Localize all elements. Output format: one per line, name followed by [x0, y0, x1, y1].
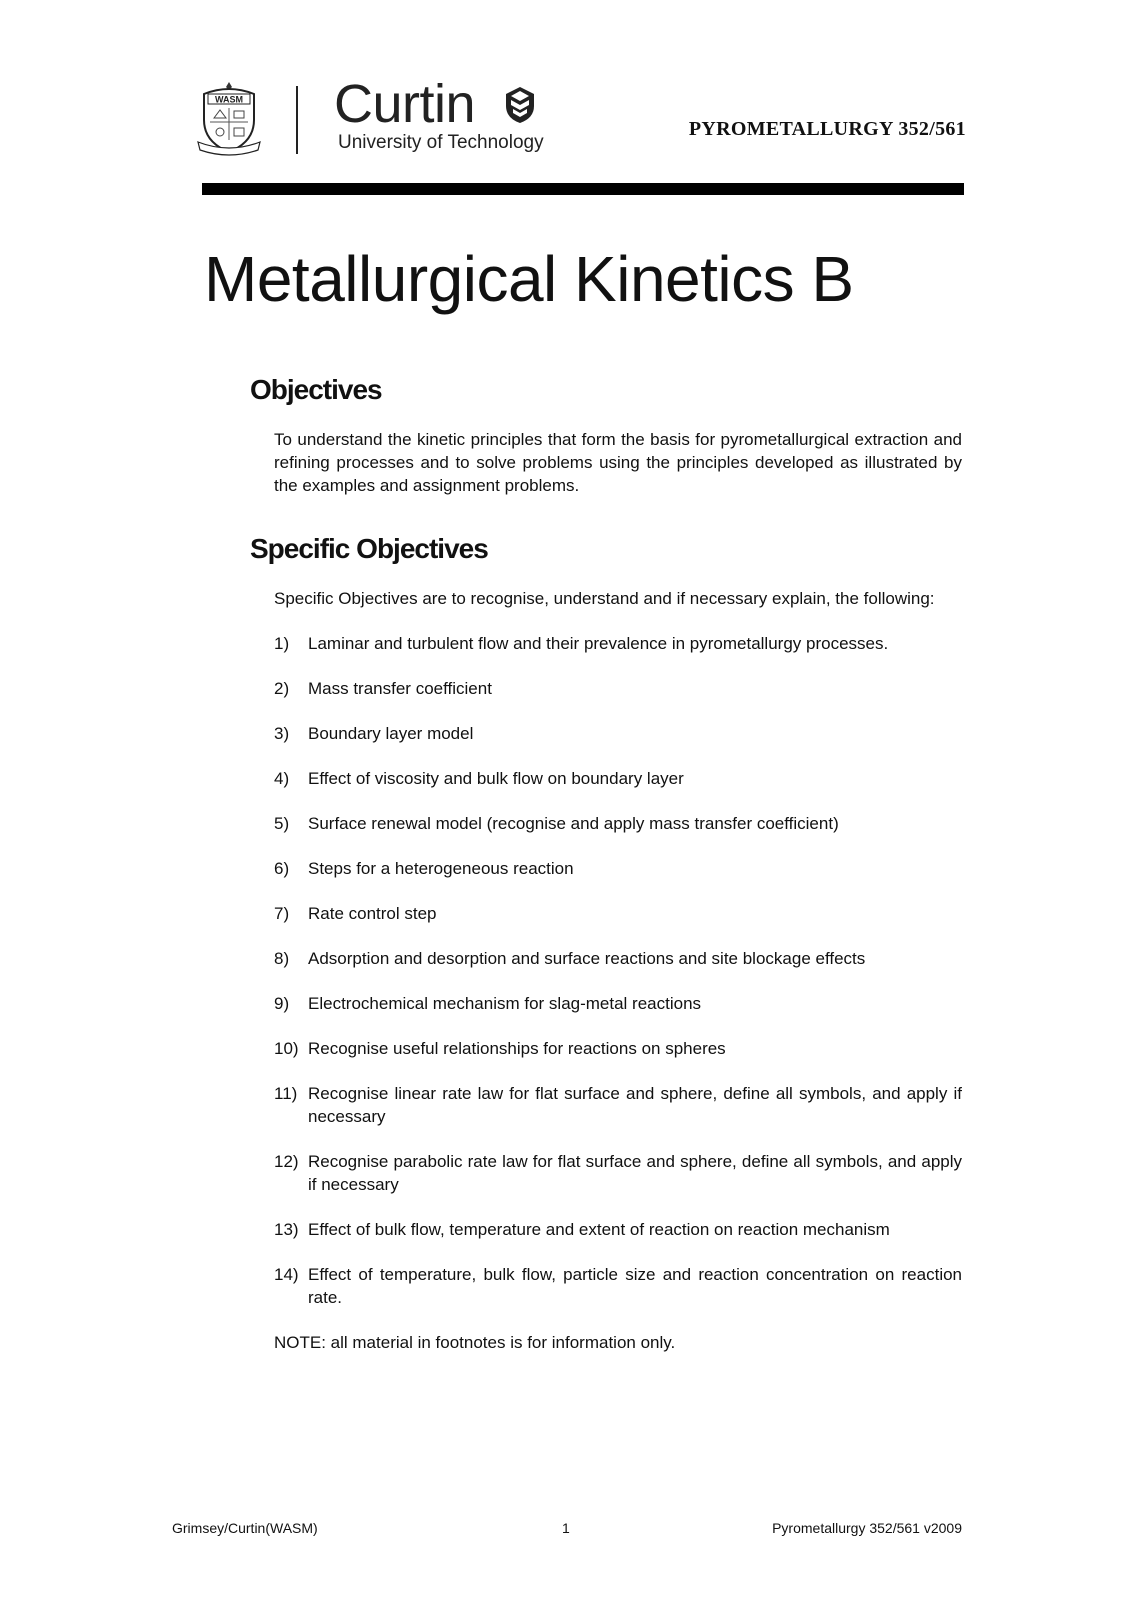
item-text: Electrochemical mechanism for slag-metal reactions — [308, 994, 702, 1013]
svg-text:WASM: WASM — [215, 94, 243, 105]
item-text: Rate control step — [308, 904, 437, 923]
item-number: 11) — [274, 1084, 298, 1103]
list-item — [274, 677, 962, 700]
curtin-logo-wordmark: Curtin — [334, 74, 476, 134]
specific-objectives-heading: Specific Objectives — [250, 533, 488, 564]
item-number: 13) — [274, 1220, 299, 1239]
item-number: 9) — [274, 994, 290, 1013]
list-item — [274, 1218, 962, 1241]
item-text: Effect of temperature, bulk flow, particle size and reaction concentration on reaction rate. — [308, 1265, 962, 1307]
list-item — [274, 767, 962, 790]
item-text: Boundary layer model — [308, 724, 474, 743]
item-text: Recognise parabolic rate law for flat surface and sphere, define all symbols, and apply if necessary — [308, 1152, 962, 1194]
objectives-list — [274, 632, 962, 1309]
item-number: 14) — [274, 1265, 299, 1284]
page-footer — [172, 1520, 962, 1542]
item-text: Recognise useful relationships for reactions on spheres — [308, 1039, 726, 1058]
logo-divider — [296, 86, 298, 154]
list-item — [274, 857, 962, 880]
list-item — [274, 1037, 962, 1060]
item-number: 1) — [274, 634, 290, 653]
item-text: Surface renewal model (recognise and apply mass transfer coefficient) — [308, 814, 839, 833]
wasm-crest-logo — [196, 80, 262, 156]
item-number: 2) — [274, 679, 290, 698]
course-code: PYROMETALLURGY 352/561 — [688, 118, 966, 140]
item-number: 3) — [274, 724, 290, 743]
curtin-logo-subtitle: University of Technology — [338, 132, 544, 153]
item-text: Effect of bulk flow, temperature and extent of reaction on reaction mechanism — [308, 1220, 890, 1239]
list-item — [274, 902, 962, 925]
item-number: 12) — [274, 1152, 299, 1171]
item-number: 7) — [274, 904, 290, 923]
page-title: Metallurgical Kinetics B — [204, 243, 854, 315]
item-number: 10) — [274, 1039, 299, 1058]
list-item — [274, 722, 962, 745]
list-item — [274, 632, 962, 655]
item-text: Effect of viscosity and bulk flow on boundary layer — [308, 769, 684, 788]
footer-author: Grimsey/Curtin(WASM) — [172, 1520, 318, 1536]
item-number: 5) — [274, 814, 290, 833]
list-item — [274, 812, 962, 835]
list-item — [274, 1263, 962, 1309]
header-rule — [202, 183, 964, 195]
specific-objectives-intro: Specific Objectives are to recognise, understand and if necessary explain, the following: — [274, 589, 935, 608]
item-text: Laminar and turbulent flow and their prevalence in pyrometallurgy processes. — [308, 634, 889, 653]
list-item — [274, 992, 962, 1015]
item-text: Mass transfer coefficient — [308, 679, 492, 698]
objectives-heading: Objectives — [250, 374, 382, 405]
item-text: Steps for a heterogeneous reaction — [308, 859, 574, 878]
item-number: 6) — [274, 859, 290, 878]
item-text: Recognise linear rate law for flat surface and sphere, define all symbols, and apply if necessary — [308, 1084, 962, 1126]
objectives-text: To understand the kinetic principles that form the basis for pyrometallurgical extraction and refining processes and to solve problems using the principles developed as illustrated by the examples and assignment problems. — [274, 430, 962, 495]
list-item — [274, 1150, 962, 1196]
item-text: Adsorption and desorption and surface reactions and site blockage effects — [308, 949, 866, 968]
main-content — [250, 370, 962, 1354]
list-item — [274, 947, 962, 970]
item-number: 4) — [274, 769, 290, 788]
item-number: 8) — [274, 949, 290, 968]
footnote-note: NOTE: all material in footnotes is for information only. — [274, 1333, 676, 1352]
page-number: 1 — [562, 1520, 570, 1536]
list-item — [274, 1082, 962, 1128]
page-header — [0, 0, 1132, 200]
footer-course-version: Pyrometallurgy 352/561 v2009 — [772, 1520, 962, 1536]
curtin-shield-icon — [502, 86, 538, 124]
